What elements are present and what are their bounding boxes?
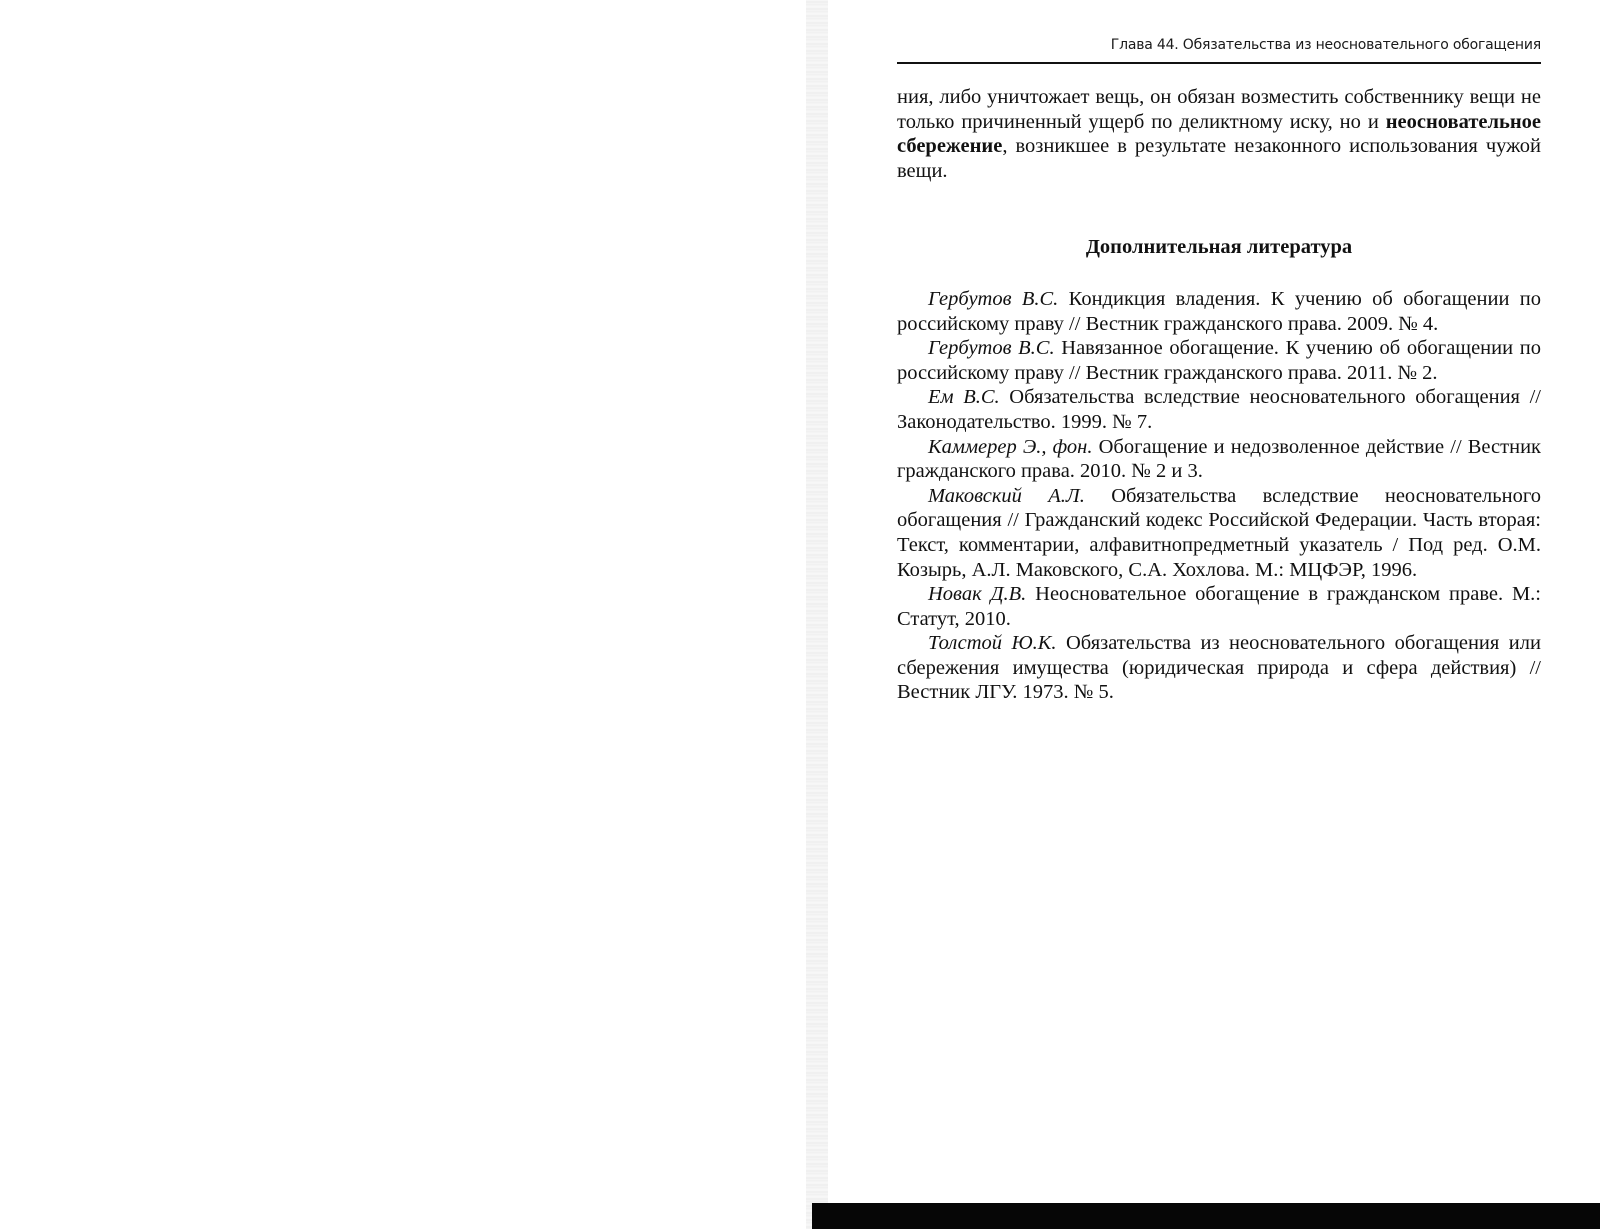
scan-bottom-edge (812, 1203, 1600, 1229)
reference-author: Гербутов В.С. (928, 287, 1059, 310)
continuation-text-end: , возникшее в результате незаконного использования чужой вещи. (897, 135, 1541, 182)
continuation-paragraph (897, 85, 1541, 183)
reference-author: Маковский А.Л. (928, 484, 1085, 507)
reference-author: Ем В.С. (928, 386, 1000, 409)
book-gutter-shadow (806, 0, 828, 1229)
section-title: Дополнительная литература (1085, 236, 1353, 259)
reference-author: Каммерер Э., фон. (928, 435, 1093, 458)
reference-list (897, 287, 1541, 705)
reference-text: Обязательства вследствие неосновательного обогащения // Гражданский кодекс Российской Федерации. Часть вторая: Текст, комментарии, алфавитнопредметный указатель / Под ред. О.М. Козырь, А.Л. Маковского, С.А. Хохлова. М.: МЦФЭР, 1996. (897, 484, 1541, 581)
reference-text: Неосновательное обогащение в гражданском праве. М.: Статут, 2010. (897, 583, 1541, 630)
reference-item (897, 582, 1541, 631)
reference-item (897, 287, 1541, 336)
reference-item (897, 631, 1541, 705)
right-page (897, 36, 1541, 705)
running-head: Глава 44. Обязательства из неосновательного обогащения (897, 36, 1541, 64)
reference-text: Кондикция владения. К учению об обогащении по российскому праву // Вестник гражданского права. 2009. № 4. (897, 287, 1542, 335)
reference-item (897, 336, 1541, 385)
reference-text: Обогащение и недозволенное действие // Вестник гражданского права. 2010. № 2 и 3. (897, 435, 1542, 483)
reference-author: Новак Д.В. (928, 583, 1027, 606)
reference-author: Толстой Ю.К. (928, 632, 1057, 655)
reference-text: Обязательства из неосновательного обогащения или сбережения имущества (юридическая природа и сфера действия) // Вестник ЛГУ. 1973. № 5. (897, 632, 1541, 704)
reference-item (897, 435, 1541, 484)
continuation-bold-term: неосновательное сбережение (897, 110, 1541, 158)
continuation-text-start: ния, либо уничтожает вещь, он обязан возместить собственнику вещи не только причиненный ущерб по деликтному иску, но и (897, 86, 1541, 133)
reference-item (897, 484, 1541, 582)
reference-text: Обязательства вследствие неосновательного обогащения // Законодательство. 1999. № 7. (897, 386, 1541, 433)
reference-item (897, 385, 1541, 434)
reference-author: Гербутов В.С. (928, 337, 1055, 360)
reference-text: Навязанное обогащение. К учению об обогащении по российскому праву // Вестник гражданского права. 2011. № 2. (897, 337, 1541, 384)
